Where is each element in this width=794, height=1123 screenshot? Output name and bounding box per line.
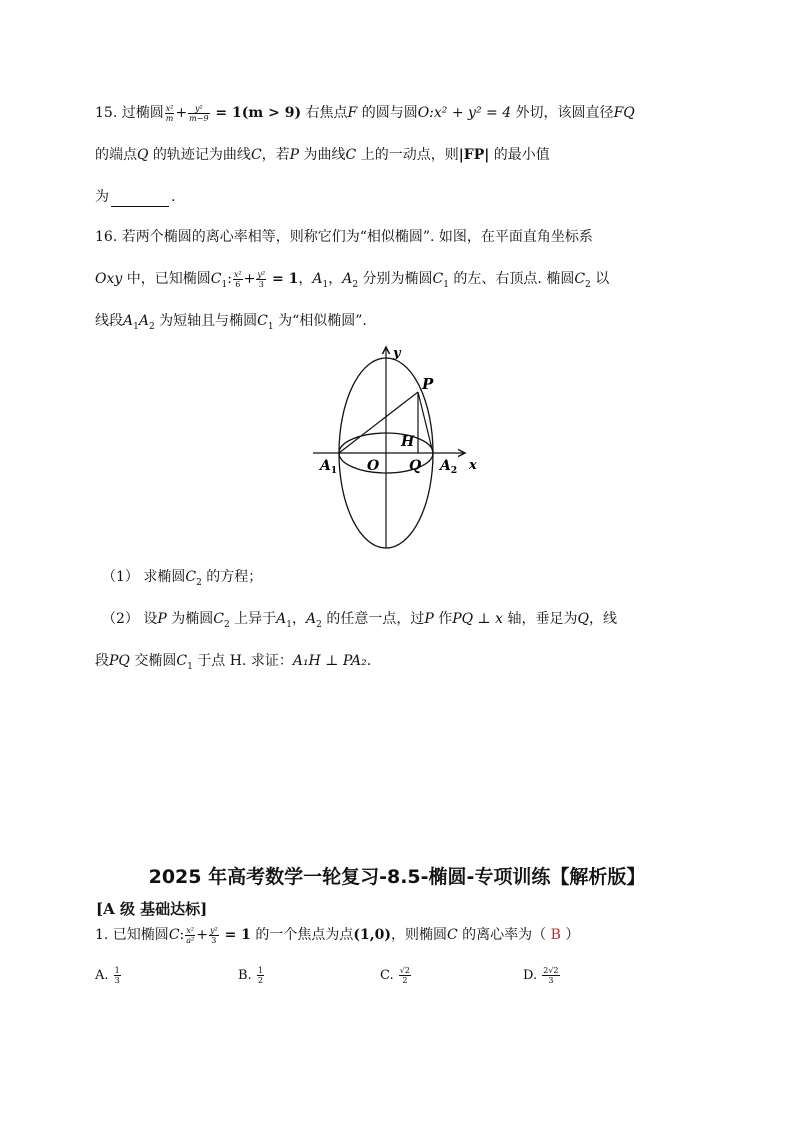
q16-sub1: （1） 求椭圆$C_2$ 的方程； [102, 569, 263, 588]
q15-line-3: 为 . [95, 189, 176, 205]
label-o: O [367, 458, 380, 474]
q15-text-1: 15. 过椭圆 [95, 105, 164, 121]
q16-line-1: 16. 若两个椭圆的离心率相等，则称它们为“相似椭圆”. 如图，在平面直角坐标系 [95, 229, 593, 245]
q16-sub2: （2） 设P 为椭圆$C_2$ 上异于$A_1$，$A_2$ 的任意一点，过P 作PQ ⊥ x 轴，垂足为Q，线 [102, 611, 617, 630]
label-p: P [422, 375, 434, 393]
q15-line-1: 15. 过椭圆 $\frac{\text{x²}}{m}$ + $\frac{\text{y²}}{m-9}$ = 1(m > 9) 右焦点F 的圆与圆O:x² + y² = 4 外切，该圆直径FQ [95, 103, 635, 123]
label-h: H [401, 434, 415, 450]
q15-line-2: 的端点Q 的轨迹记为曲线C，若P 为曲线C 上的一动点，则|FP| 的最小值 [95, 147, 550, 163]
option-a[interactable]: A. $\frac{1}{3}$ [95, 966, 120, 985]
option-d[interactable]: D. $\frac{2√2}{3}$ [523, 966, 559, 985]
fraction: $\frac{\text{x²}}{m}$ [165, 103, 174, 123]
q16-sub3: 段PQ 交椭圆$C_1$ 于点 H. 求证：A₁H ⊥ PA₂. [95, 653, 372, 672]
option-c[interactable]: C. $\frac{√2}{2}$ [380, 966, 410, 985]
answer-mark: B [546, 927, 566, 943]
section-title: 2025 年高考数学一轮复习-8.5-椭圆-专项训练【解析版】 [148, 866, 646, 888]
q16-line-2: Oxy 中，已知椭圆$C_1$: $\frac{\text{x²}}{6}$ + $\frac{\text{y²}}{3}$ = 1，$A_1$，$A_2$ 分别为椭圆$C_1$ 的左、右顶点. 椭圆$C_2$ 以 [95, 269, 610, 290]
label-q: Q [409, 458, 422, 474]
label-x: x [469, 458, 477, 473]
answer-blank[interactable] [111, 192, 169, 207]
label-y: y [393, 346, 401, 361]
option-b[interactable]: B. $\frac{1}{2}$ [238, 966, 263, 985]
q16-line-3: 线段$A_1A_2$ 为短轴且与椭圆$C_1$ 为“相似椭圆”. [95, 313, 367, 332]
q1-line: 1. 已知椭圆C: $\frac{\text{x²}}{\text{a²}}$ + $\frac{\text{y²}}{3}$ = 1 的一个焦点为点(1,0)，则椭圆C 的离心率为（ B ） [95, 925, 580, 945]
fraction: $\frac{\text{y²}}{m-9}$ [189, 103, 209, 123]
circle-equation: O:x² + y² = 4 [417, 105, 512, 121]
label-a2: $A_2$ [440, 458, 458, 476]
label-a1: $A_1$ [320, 458, 338, 476]
ellipse-figure [305, 340, 495, 555]
level-heading: [A 级 基础达标] [96, 900, 208, 918]
